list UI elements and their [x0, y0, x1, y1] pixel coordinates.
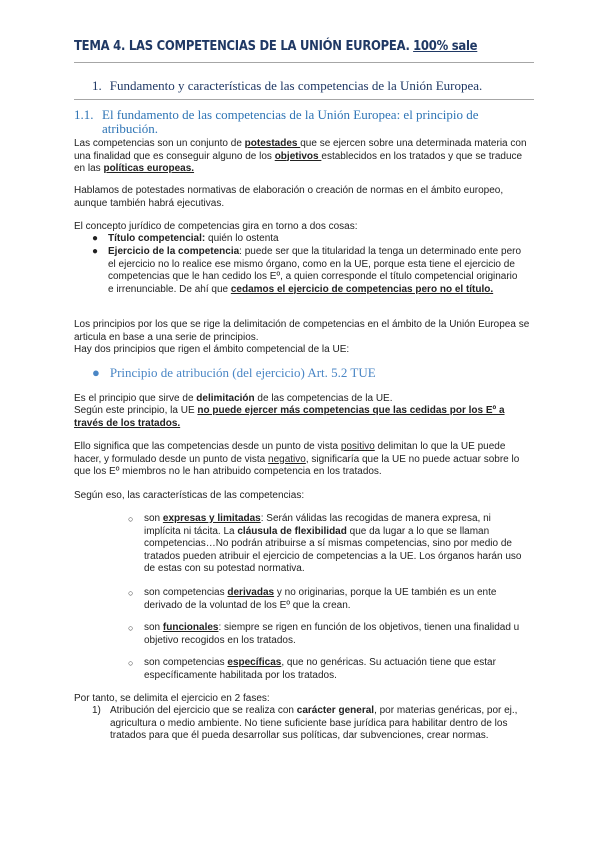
- term-politicas: políticas europeas.: [103, 163, 195, 174]
- paragraph-principios: Los principios por los que se rige la delimitación de competencias en el ámbito de la Unión Europea se articula en base a una serie de principios.: [74, 319, 530, 343]
- term-titulo: Título competencial:: [108, 233, 206, 244]
- page-title: [74, 38, 478, 54]
- subheading-bullet-dot: ●: [92, 365, 100, 380]
- term-ejercicio: Ejercicio de la competencia: [108, 246, 240, 257]
- section-heading-1-1: [74, 108, 534, 136]
- term-delimitacion: delimitación: [196, 393, 255, 404]
- paragraph-significado: Ello significa que las competencias desde un punto de vista positivo delimitan lo que la UE puede hacer, y formulado desde un punto de vista negativo, significaría que la UE no puede actuar sobre lo que los Eº miembros no le han atribuido competencia en los tratados.: [74, 441, 520, 477]
- section-number: 1.: [92, 78, 102, 93]
- paragraph-caracteristicas: Según eso, las características de las competencias:: [74, 490, 305, 501]
- emphasis-cedamos: cedamos el ejercicio de competencias pero no el título.: [230, 283, 494, 295]
- list-item-especificas: ○ son competencias específicas, que no genéricas. Su actuación tiene que estar específicamente habilitada por los tratados.: [128, 657, 496, 681]
- subsection-number: 1.1.: [74, 107, 94, 122]
- circle-marker: ○: [128, 623, 134, 633]
- section-title: Fundamento y características de las competencias de la Unión Europea.: [109, 78, 483, 93]
- list-item-derivadas: ○ son competencias derivadas y no originarias, porque la UE también es un ente derivado de la voluntad de los Eº que la crean.: [128, 587, 497, 611]
- bullet-titulo: ● Título competencial: quién lo ostenta: [92, 233, 279, 244]
- term-derivadas: derivadas: [227, 587, 275, 598]
- circle-marker: ○: [128, 658, 134, 668]
- subsection-title-line1: El fundamento de las competencias de la Unión Europea: el principio de: [102, 107, 479, 122]
- circle-marker: ○: [128, 588, 134, 598]
- paragraph-segun-principio: Según este principio, la UE no puede ejercer más competencias que las cedidas por los Eº a través de los tratados.: [74, 405, 505, 429]
- circle-marker: ○: [128, 514, 134, 524]
- subheading-principio-atribucion: [92, 367, 522, 380]
- term-clausula-flexibilidad: cláusula de flexibilidad: [237, 525, 347, 537]
- bullet-ejercicio: ● Ejercicio de la competencia: puede ser que la titularidad la tenga un determinado ente pero el ejercicio no lo realice ese mismo órgano, como en la UE, porque esta tiene el ejercicio de competencias que le han cedido los Eº, a quien corresponde el título competencial originario e irrenunciable. De ahí que cedamos el ejercicio de competencias pero no el título.: [92, 246, 522, 295]
- paragraph-potestades: Hablamos de potestades normativas de elaboración o creación de normas en el ámbito europeo, aunque también habrá ejecutivas.: [74, 185, 504, 209]
- title-main: TEMA 4. LAS COMPETENCIAS DE LA UNIÓN EUROPEA.: [74, 38, 410, 54]
- term-funcionales: funcionales: [162, 622, 219, 633]
- list-item-funcionales: ○ son funcionales: siempre se rigen en función de los objetivos, tienen una finalidad u objetivo recogidos en los tratados.: [128, 622, 520, 646]
- paragraph-fases: Por tanto, se delimita el ejercicio en 2 fases:: [74, 693, 270, 704]
- ordered-item-1: 1) Atribución del ejercicio que se realiza con carácter general, por materias genéricas, por ej., agricultura o medio ambiente. No tiene suficiente base jurídica para habilitar dentro de los tratados para que él pueda desarrollar sus políticas, dar subvenciones, crear normas.: [92, 705, 518, 741]
- title-sale-tag: 100% sale: [413, 38, 478, 54]
- term-especificas: específicas: [227, 657, 282, 668]
- subheading-text: Principio de atribución (del ejercicio) Art. 5.2 TUE: [109, 365, 376, 380]
- paragraph-concepto: El concepto jurídico de competencias gira en torno a dos cosas:: [74, 221, 358, 232]
- ordered-marker: 1): [92, 705, 101, 716]
- term-caracter-general: carácter general: [296, 705, 375, 716]
- term-expresas: expresas y limitadas: [162, 513, 261, 524]
- bullet-dot: ●: [92, 233, 99, 244]
- subsection-title-line2: atribución.: [102, 121, 158, 136]
- section-heading-1: [92, 80, 532, 93]
- term-positivo: positivo: [340, 441, 375, 452]
- list-item-expresas: ○ son expresas y limitadas: Serán válidas las recogidas de manera expresa, ni implícita ni tácita. La cláusula de flexibilidad que da lugar a lo que se llaman competencias…No podrán atribuirse a sí mismas competencias, sino por medio de tratados pueden atribuir el ejercicio de competencias a la UE. Los órganos harán uso de estas con su potestad normativa.: [128, 513, 522, 574]
- term-potestades: potestades: [244, 138, 301, 149]
- paragraph-definition: Las competencias son un conjunto de potestades que se ejercen sobre una determinada materia con una finalidad que es conseguir alguno de los objetivos establecidos en los tratados y que se traduce en las políticas europeas.: [74, 138, 527, 174]
- term-objetivos: objetivos: [274, 150, 322, 162]
- bullet-dot: ●: [92, 246, 99, 257]
- section-divider: [74, 99, 534, 100]
- paragraph-dos-principios: Hay dos principios que rigen el ámbito competencial de la UE:: [74, 344, 350, 355]
- term-negativo: negativo: [268, 453, 306, 465]
- paragraph-delimitacion: Es el principio que sirve de delimitación de las competencias de la UE.: [74, 393, 393, 404]
- title-divider: [74, 62, 534, 63]
- emphasis-no-puede-ejercer: no puede ejercer más competencias que las cedidas por los Eº a través de los tratados.: [74, 405, 505, 429]
